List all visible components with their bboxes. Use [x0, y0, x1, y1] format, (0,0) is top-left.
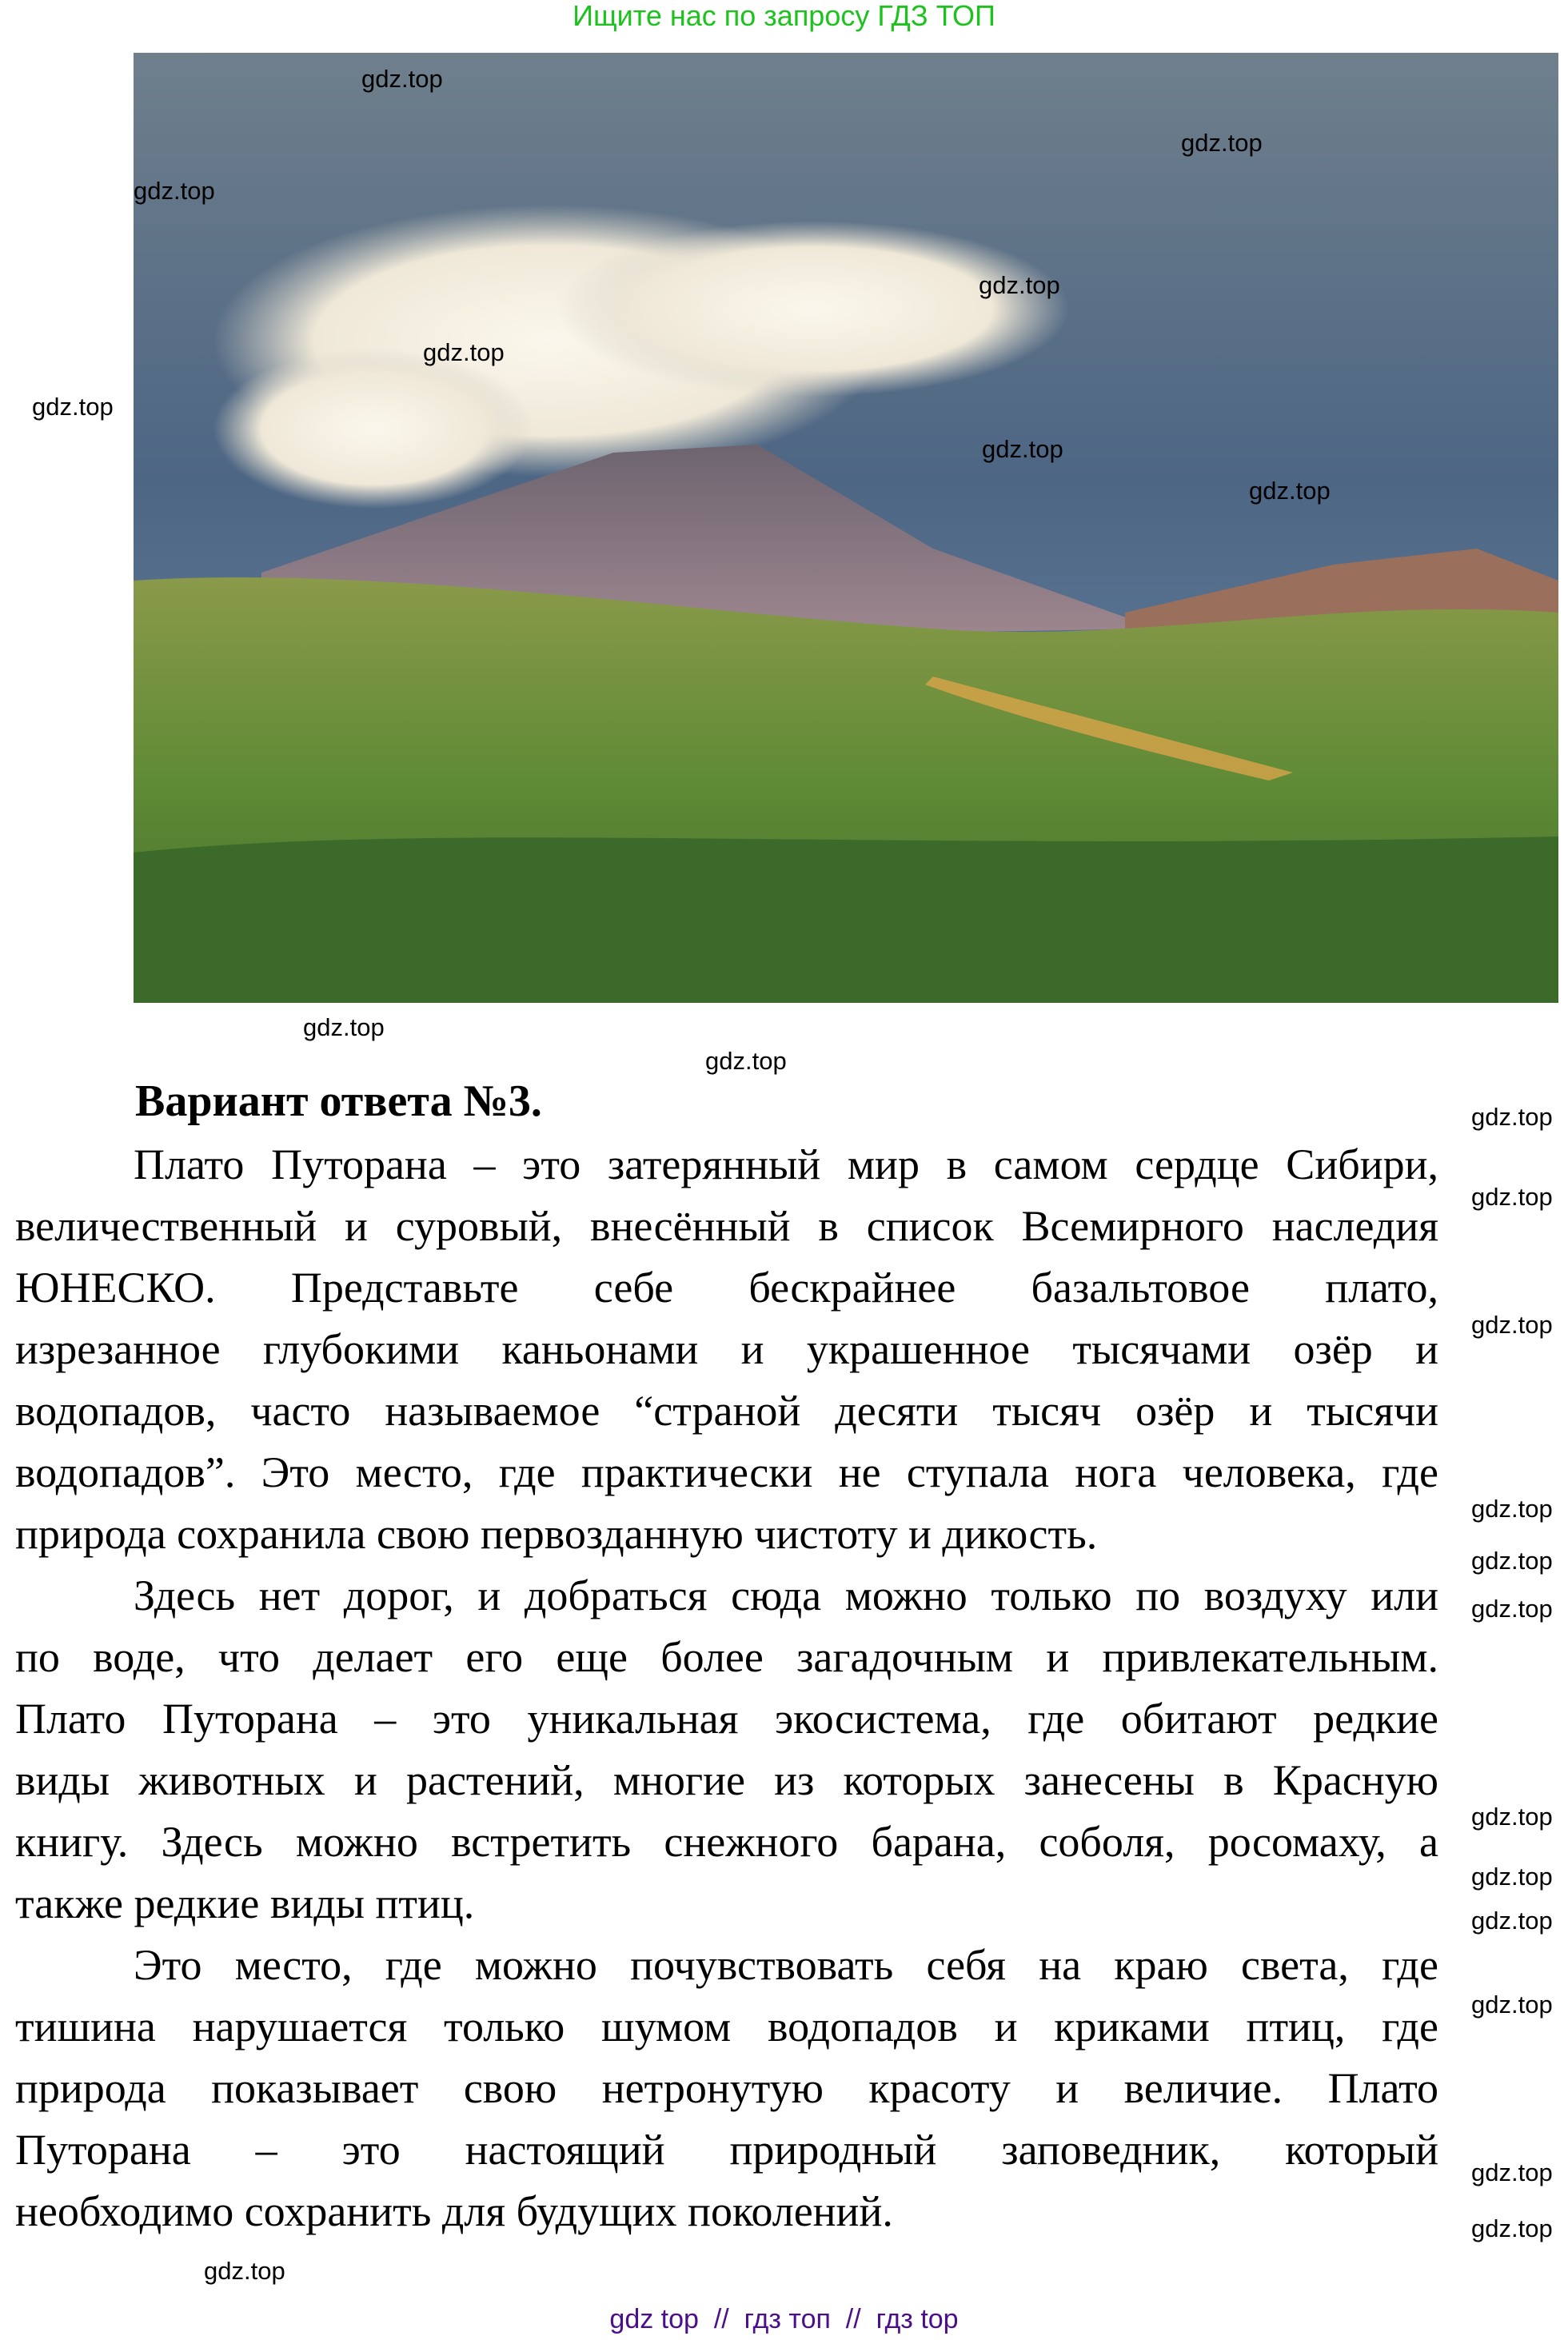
watermark: gdz.top	[204, 2257, 285, 2285]
watermark: gdz.top	[361, 65, 443, 93]
text-line: водопадов, часто называемое “страной десяти тысяч озёр и тысячи	[15, 1387, 1438, 1435]
watermark: gdz.top	[1471, 1103, 1553, 1131]
watermark: gdz.top	[1471, 1991, 1553, 2019]
watermark: gdz.top	[134, 177, 215, 205]
text-line: ЮНЕСКО. Представьте себе бескрайнее базальтовое плато,	[15, 1264, 1438, 1312]
watermark: gdz.top	[1471, 1803, 1553, 1831]
text-line: природа сохранила свою первозданную чистоту и дикость.	[15, 1510, 1098, 1558]
text-line: водопадов”. Это место, где практически не ступала нога человека, где	[15, 1448, 1438, 1496]
text-line: также редкие виды птиц.	[15, 1879, 475, 1927]
watermark: gdz.top	[979, 271, 1060, 299]
watermark: gdz.top	[1181, 129, 1263, 157]
watermark: gdz.top	[1471, 1863, 1553, 1891]
watermark: gdz.top	[1471, 2158, 1553, 2186]
text-line: Плато Путорана – это затерянный мир в самом сердце Сибири,	[134, 1140, 1438, 1188]
text-line: необходимо сохранить для будущих поколений.	[15, 2187, 893, 2235]
watermark: gdz.top	[1249, 477, 1331, 505]
watermark: gdz.top	[1471, 1183, 1553, 1211]
text-line: природа показывает свою нетронутую красоту и величие. Плато	[15, 2064, 1438, 2112]
text-line: Здесь нет дорог, и добраться сюда можно только по воздуху или	[134, 1571, 1438, 1619]
watermark: gdz.top	[1471, 1595, 1553, 1623]
text-line: Путорана – это настоящий природный заповедник, который	[15, 2126, 1438, 2174]
text-line: величественный и суровый, внесённый в список Всемирного наследия	[15, 1202, 1438, 1250]
text-line: тишина нарушается только шумом водопадов и криками птиц, где	[15, 2003, 1438, 2050]
watermark: gdz.top	[1471, 1311, 1553, 1339]
text-line: изрезанное глубокими каньонами и украшенное тысячами озёр и	[15, 1325, 1438, 1373]
watermark: gdz.top	[1471, 2214, 1553, 2242]
watermark: gdz.top	[423, 338, 505, 366]
text-line: виды животных и растений, многие из которых занесены в Красную	[15, 1756, 1438, 1804]
text-line: по воде, что делает его еще более загадочным и привлекательным.	[15, 1633, 1438, 1681]
watermark: gdz.top	[1471, 1907, 1553, 1935]
footer-links[interactable]: gdz top // гдз топ // гдз top	[609, 2304, 959, 2334]
watermark: gdz.top	[32, 393, 114, 421]
watermark: gdz.top	[705, 1047, 787, 1075]
watermark: gdz.top	[303, 1013, 385, 1041]
volcano-landscape-photo	[134, 53, 1558, 1003]
watermark: gdz.top	[982, 435, 1063, 463]
text-line: Плато Путорана – это уникальная экосистема, где обитают редкие	[15, 1695, 1438, 1743]
search-hint-banner: Ищите нас по запросу ГДЗ ТОП	[573, 0, 995, 32]
watermark: gdz.top	[1471, 1547, 1553, 1575]
watermark: gdz.top	[1471, 1495, 1553, 1523]
text-line: Это место, где можно почувствовать себя на краю света, где	[134, 1941, 1438, 1989]
text-line: книгу. Здесь можно встретить снежного барана, соболя, росомаху, а	[15, 1818, 1438, 1866]
answer-heading: Вариант ответа №3.	[135, 1076, 542, 1126]
